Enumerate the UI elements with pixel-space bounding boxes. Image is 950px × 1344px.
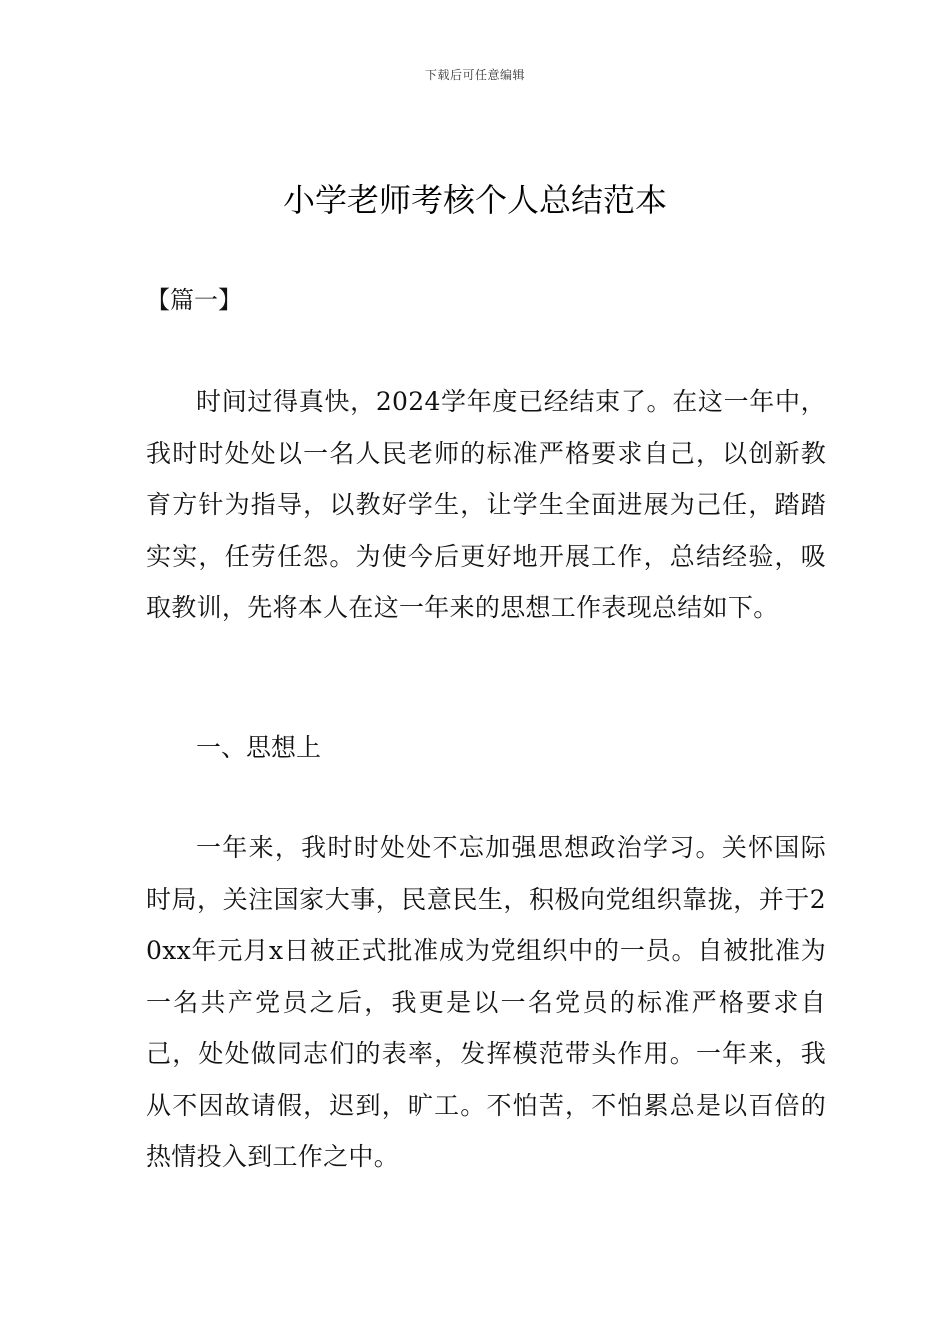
header-note: 下载后可任意编辑 [424, 68, 525, 82]
document-title: 小学老师考核个人总结范本 [282, 181, 667, 219]
paragraph-thought: 一年来，我时时处处不忘加强思想政治学习。关怀国际时局，关注国家大事，民意民生，积极向党组织靠拢，并于20xx年元月x日被正式批准成为党组织中的一员。自被批准为一名共产党员之后，我更是以一名党员的标准严格要求自己，处处做同志们的表率，发挥模范带头作用。一年来，我从不因故请假，迟到，旷工。不怕苦，不怕累总是以百倍的热情投入到工作之中。 [146, 833, 826, 1171]
section-tag: 【篇一】 [146, 286, 242, 314]
paragraph-intro: 时间过得真快，2024学年度已经结束了。在这一年中，我时时处处以一名人民老师的标准严格要求自己，以创新教育方针为指导，以教好学生，让学生全面进展为己任，踏踏实实，任劳任怨。为使今后更好地开展工作，总结经验，吸取教训，先将本人在这一年来的思想工作表现总结如下。 [146, 387, 826, 622]
section-heading-thought: 一、思想上 [196, 733, 322, 762]
